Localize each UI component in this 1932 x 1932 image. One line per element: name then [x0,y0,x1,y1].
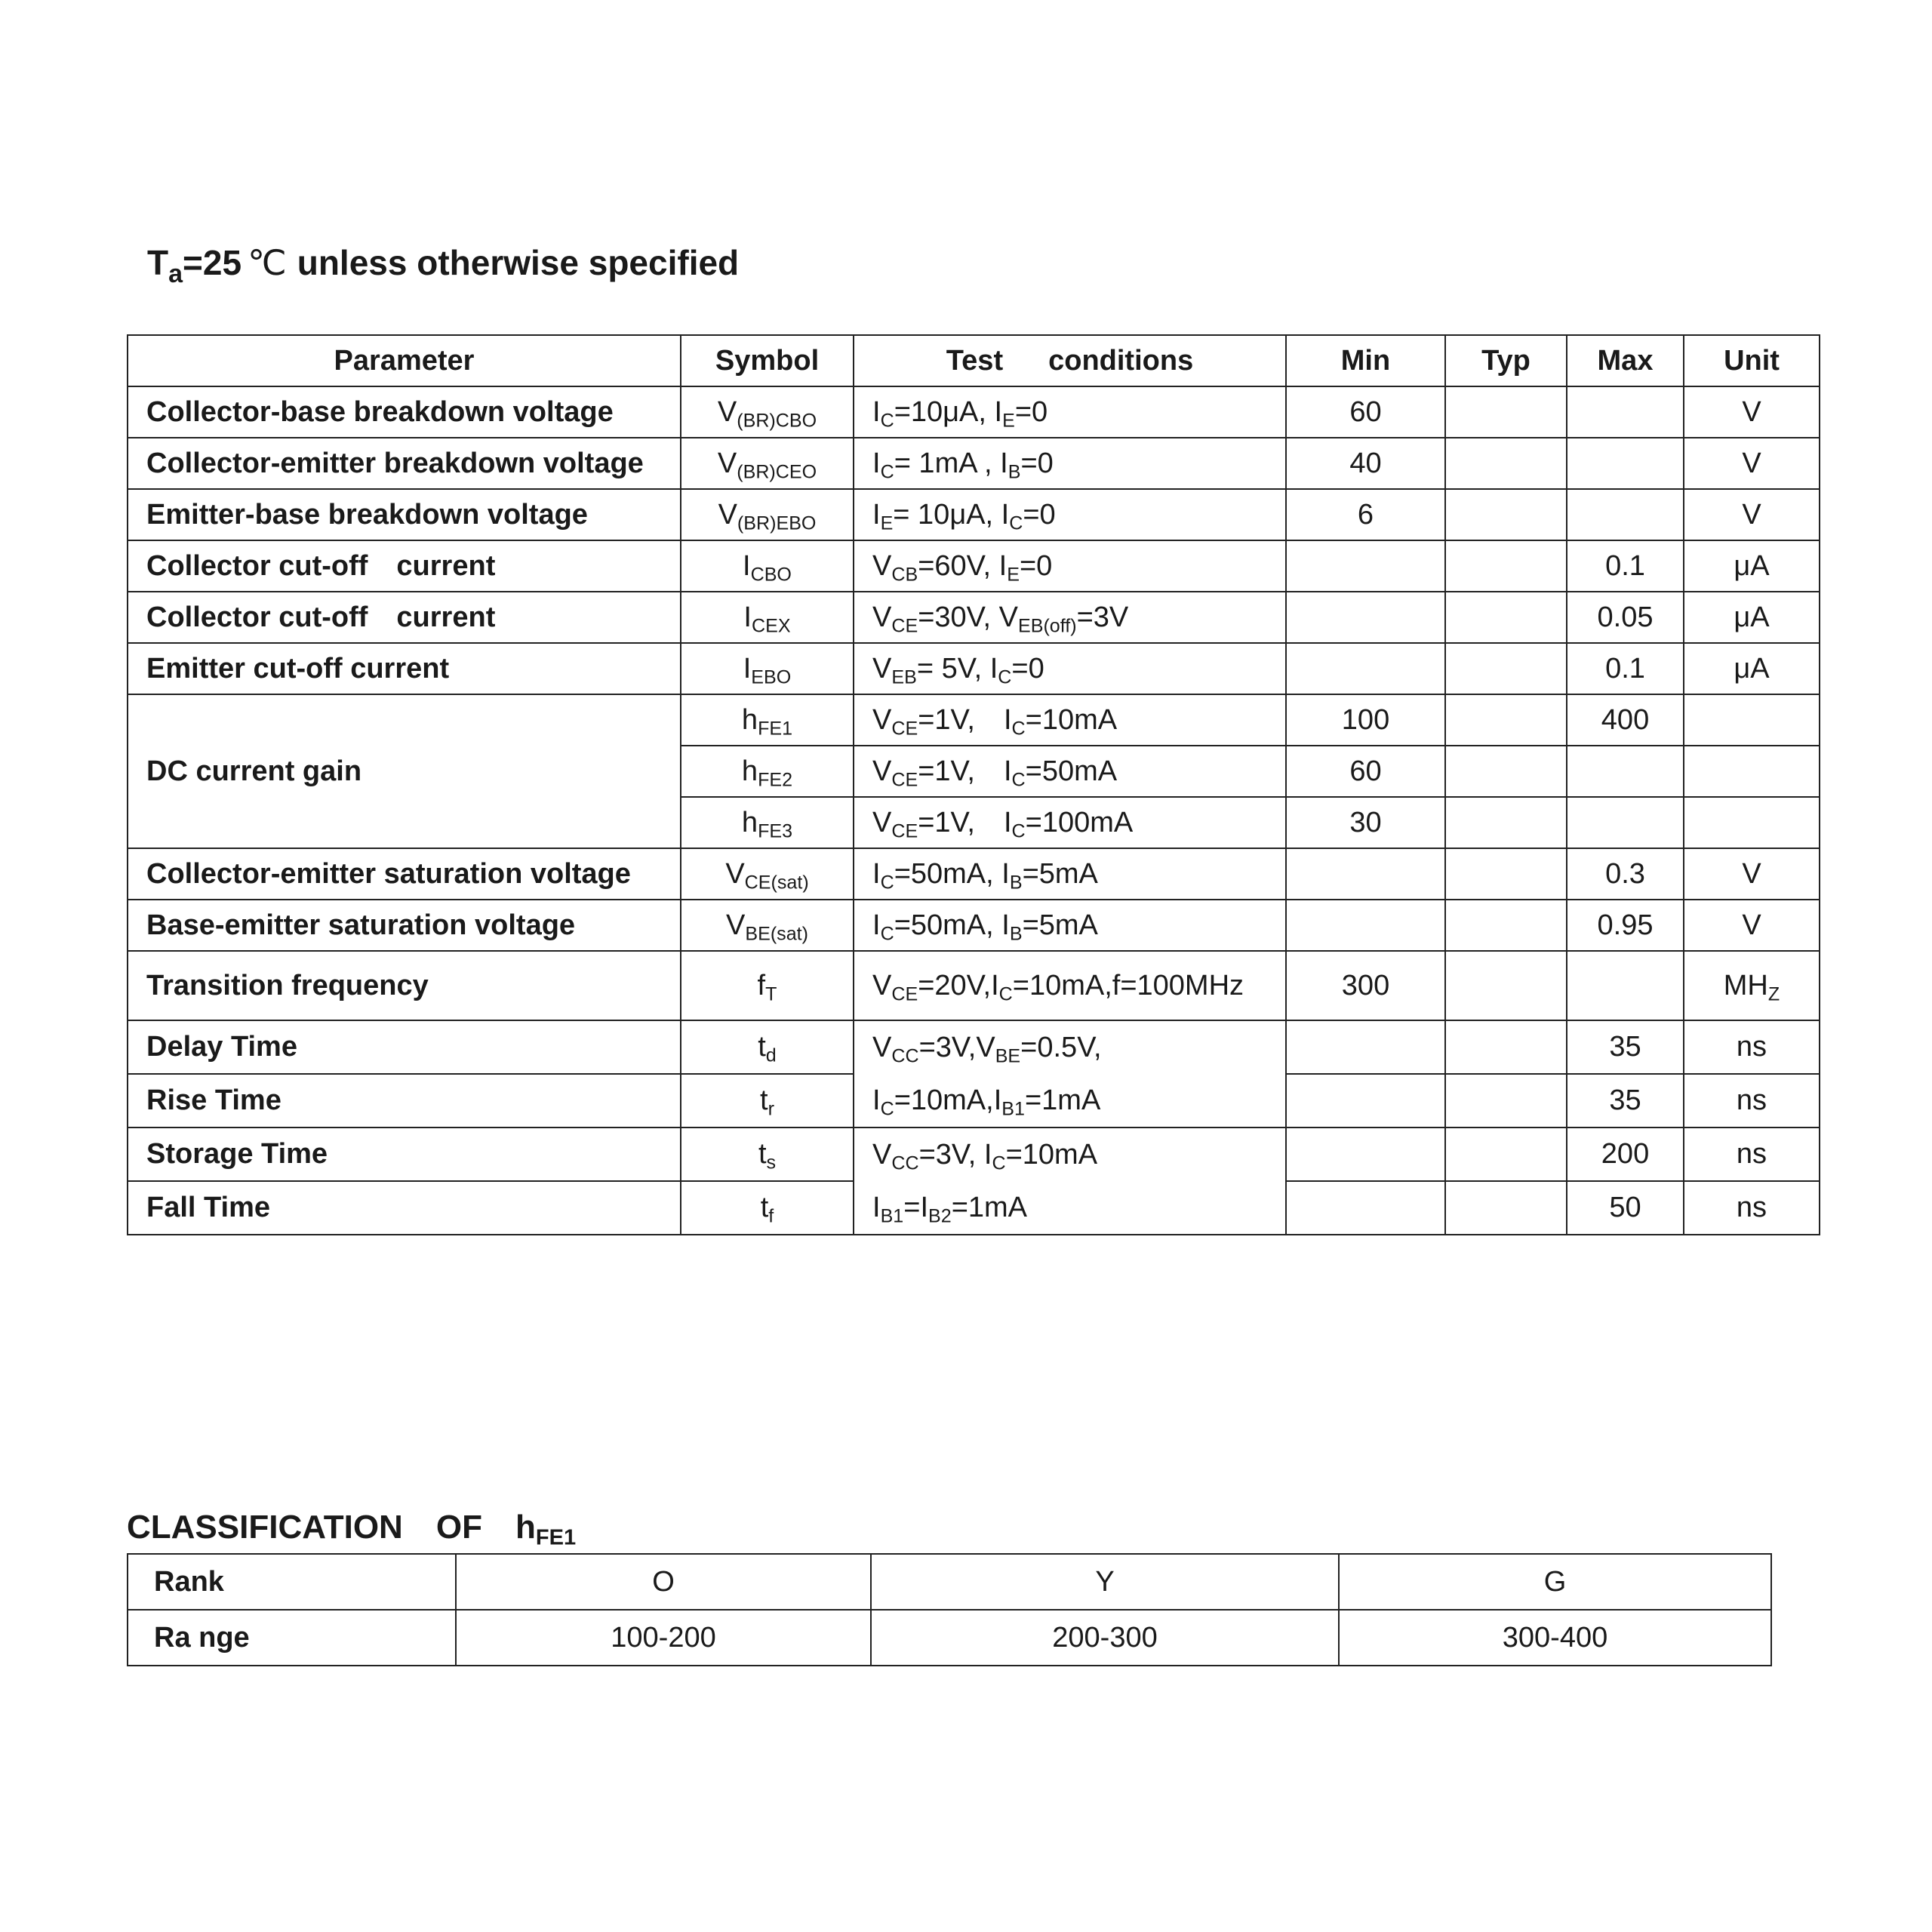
condition-main: I [1003,806,1012,838]
typ-cell [1445,643,1567,694]
typ-cell [1445,1074,1567,1128]
condition-line [872,1074,1285,1127]
parameter-cell: Collector cut-off current [128,592,681,643]
max-cell: 35 [1567,1020,1684,1074]
condition-text: =1mA [951,1192,1028,1223]
condition-subscript: B2 [928,1205,952,1227]
condition-text: =3V [1076,601,1129,633]
condition-text: =100mA [1025,806,1134,838]
unit-cell: V [1684,386,1820,438]
condition-text: =10mA [1025,703,1118,736]
max-cell: 35 [1567,1074,1684,1128]
min-cell [1286,1181,1445,1235]
condition-cell [854,540,1286,592]
table-header-row [128,335,1820,386]
symbol-subscript: (BR)CEO [737,461,817,483]
table-row [128,694,1820,746]
unit-cell: ns [1684,1181,1820,1235]
condition-subscript: CE [891,983,918,1005]
symbol-subscript: FE1 [758,718,793,740]
symbol-main: f [757,969,766,1001]
table-row [128,1128,1820,1181]
min-cell: 30 [1286,797,1445,848]
symbol-subscript: FE2 [758,769,793,791]
condition-main: I [983,1139,992,1171]
switching-condition-cell [854,1128,1286,1235]
symbol-cell [681,386,854,438]
condition-text: =10μA, [894,395,995,428]
unit-cell: V [1684,489,1820,540]
parameter-cell: Collector-base breakdown voltage [128,386,681,438]
min-cell [1286,848,1445,900]
symbol-main: V [717,395,737,428]
condition-text: =0 [1020,447,1054,479]
rank-cell: O [456,1554,871,1610]
max-cell [1567,797,1684,848]
min-cell [1286,643,1445,694]
classification-title [127,1509,577,1550]
condition-subscript: E [1007,564,1020,586]
condition-cell [854,438,1286,489]
symbol-main: I [743,652,752,685]
table-row [128,540,1820,592]
condition-main: V [872,1032,892,1063]
condition-main: I [1001,909,1010,941]
condition-main: I [872,909,881,941]
condition-text: =20V, [918,969,992,1001]
condition-main: V [872,755,892,787]
table-row [128,951,1820,1020]
symbol-subscript: T [765,983,777,1005]
condition-main: I [872,498,881,531]
min-cell [1286,1020,1445,1074]
condition-text: =1V, [918,703,1004,736]
unit-cell [1684,746,1820,797]
symbol-main: I [743,601,752,633]
min-cell: 40 [1286,438,1445,489]
parameter-cell: Fall Time [128,1181,681,1235]
title-temperature: =25 [183,243,242,282]
page-title [147,245,739,287]
condition-main: V [872,652,892,685]
table-row [128,386,1820,438]
condition-cell [854,797,1286,848]
switching-condition-cell [854,1020,1286,1128]
typ-cell [1445,438,1567,489]
max-cell: 0.95 [1567,900,1684,951]
condition-text: =0 [1011,652,1044,685]
condition-cell [854,386,1286,438]
condition-subscript: C [880,1098,894,1120]
unit-cell: V [1684,848,1820,900]
parameter-cell: Base-emitter saturation voltage [128,900,681,951]
condition-subscript: C [998,983,1013,1005]
condition-subscript: C [1011,718,1026,740]
classification-of: OF [435,1509,482,1546]
header-conditions-label: conditions [1048,344,1194,377]
typ-cell [1445,900,1567,951]
table-row [128,848,1820,900]
typ-cell [1445,694,1567,746]
symbol-main: h [741,806,758,838]
parameter-cell: Collector cut-off current [128,540,681,592]
header-typ: Typ [1445,335,1567,386]
range-cell: 300-400 [1339,1610,1771,1666]
table-row [128,489,1820,540]
condition-main: I [991,969,999,1001]
unit-cell: V [1684,438,1820,489]
condition-subscript: E [880,512,894,534]
condition-main: I [1003,703,1012,736]
condition-text: = 5V, [916,652,990,685]
condition-subscript: CC [891,1045,919,1067]
typ-cell [1445,1020,1567,1074]
unit-cell: V [1684,900,1820,951]
condition-subscript: BE [995,1045,1021,1067]
condition-text: =3V, [918,1139,984,1171]
symbol-subscript: Z [1767,983,1780,1005]
typ-cell [1445,386,1567,438]
max-cell: 0.1 [1567,643,1684,694]
unit-cell: μA [1684,540,1820,592]
max-cell [1567,746,1684,797]
symbol-main: V [725,857,745,890]
condition-cell [854,900,1286,951]
symbol-cell [681,438,854,489]
header-max: Max [1567,335,1684,386]
max-cell: 200 [1567,1128,1684,1181]
condition-text: = 1mA , [894,447,1001,479]
symbol-cell [681,848,854,900]
symbol-cell [681,1128,854,1181]
symbol-subscript: FE3 [758,820,793,842]
condition-subscript: C [880,410,894,432]
condition-subscript: CE [891,769,918,791]
condition-cell [854,848,1286,900]
condition-subscript: CE [891,718,918,740]
condition-cell [854,592,1286,643]
header-min: Min [1286,335,1445,386]
condition-main: I [872,395,881,428]
typ-cell [1445,489,1567,540]
condition-main: I [1003,755,1012,787]
condition-cell [854,746,1286,797]
max-cell [1567,438,1684,489]
condition-subscript: B [1009,923,1023,945]
header-unit: Unit [1684,335,1820,386]
table-row [128,592,1820,643]
title-t: T [147,243,169,282]
table-row [128,1020,1820,1074]
condition-subscript: C [1011,820,1026,842]
unit-cell [1684,694,1820,746]
condition-main: V [872,969,892,1001]
symbol-cell [681,1181,854,1235]
typ-cell [1445,746,1567,797]
min-cell [1286,1128,1445,1181]
parameter-cell: Collector-emitter saturation voltage [128,848,681,900]
condition-text: =5mA [1022,857,1098,890]
symbol-cell [681,797,854,848]
rank-cell: G [1339,1554,1771,1610]
max-cell [1567,386,1684,438]
condition-text: =0 [1014,395,1048,428]
typ-cell [1445,951,1567,1020]
condition-subscript: CE [891,820,918,842]
symbol-subscript: f [768,1205,774,1227]
condition-text: =50mA, [894,909,1002,941]
condition-subscript: CB [891,564,918,586]
header-test-label: Test [946,344,1004,377]
condition-main: I [989,652,998,685]
symbol-main: h [741,703,758,736]
condition-text: =10mA,f=100MHz [1012,969,1244,1001]
condition-subscript: B1 [1001,1098,1025,1120]
rank-label: Rank [128,1554,456,1610]
range-cell: 200-300 [871,1610,1339,1666]
typ-cell [1445,848,1567,900]
symbol-cell [681,900,854,951]
parameter-cell: Storage Time [128,1128,681,1181]
symbol-subscript: BE(sat) [745,923,808,945]
classification-word: CLASSIFICATION [127,1509,403,1546]
condition-text: =30V, [918,601,999,633]
symbol-cell [681,1020,854,1074]
condition-text: = [903,1192,921,1223]
classification-h-subscript: FE1 [535,1525,577,1550]
unit-cell [1684,797,1820,848]
degree-celsius-symbol: ℃ [248,243,287,282]
condition-main: V [872,1139,892,1171]
condition-subscript: C [880,872,894,894]
symbol-main: V [726,909,746,941]
symbol-subscript: (BR)EBO [737,512,817,534]
condition-text: =3V, [918,1032,977,1063]
condition-text: =0.5V, [1020,1032,1102,1063]
condition-cell [854,489,1286,540]
table-row [128,643,1820,694]
condition-cell [854,643,1286,694]
condition-main: V [872,601,892,633]
unit-cell: ns [1684,1074,1820,1128]
typ-cell [1445,592,1567,643]
title-t-subscript: a [168,260,183,288]
range-row [128,1610,1771,1666]
condition-subscript: E [1002,410,1015,432]
condition-subscript: B [1009,872,1023,894]
table-row [128,900,1820,951]
max-cell: 400 [1567,694,1684,746]
parameter-cell: Transition frequency [128,951,681,1020]
parameter-cell: Rise Time [128,1074,681,1128]
condition-subscript: C [880,461,894,483]
condition-text: =60V, [918,549,999,582]
symbol-main: V [718,498,737,531]
min-cell: 300 [1286,951,1445,1020]
symbol-cell [681,1074,854,1128]
condition-subscript: CE [891,615,918,637]
electrical-characteristics-table [127,334,1820,1235]
range-cell: 100-200 [456,1610,871,1666]
unit-cell: ns [1684,1128,1820,1181]
condition-text: =1mA [1024,1084,1101,1116]
symbol-subscript: CE(sat) [744,872,809,894]
symbol-main: I [743,549,751,582]
header-symbol: Symbol [681,335,854,386]
header-parameter: Parameter [128,335,681,386]
condition-main: I [1001,498,1010,531]
parameter-cell: Emitter cut-off current [128,643,681,694]
condition-main: V [872,549,892,582]
symbol-cell [681,643,854,694]
symbol-main: V [717,447,737,479]
condition-subscript: C [992,1152,1006,1174]
symbol-cell [681,489,854,540]
condition-subscript: B [1008,461,1021,483]
condition-subscript: C [1009,512,1023,534]
max-cell [1567,489,1684,540]
symbol-cell [681,592,854,643]
condition-main: I [993,1084,1002,1116]
condition-main: V [998,601,1018,633]
condition-text: =50mA, [894,857,1002,890]
unit-cell [1684,951,1820,1020]
condition-text: =1V, [918,755,1004,787]
max-cell: 0.3 [1567,848,1684,900]
symbol-subscript: s [766,1152,777,1174]
rank-row [128,1554,1771,1610]
condition-text: =10mA [1005,1139,1098,1171]
condition-subscript: C [1011,769,1026,791]
condition-line [872,1181,1285,1234]
condition-main: I [1001,857,1010,890]
condition-text: =0 [1023,498,1056,531]
condition-text: =50mA [1025,755,1118,787]
condition-cell [854,951,1286,1020]
condition-main: I [872,1192,881,1223]
condition-subscript: EB [891,666,917,688]
condition-text: = 10μA, [893,498,1001,531]
condition-text: =5mA [1022,909,1098,941]
condition-main: I [994,395,1003,428]
parameter-cell: DC current gain [128,694,681,848]
min-cell [1286,540,1445,592]
min-cell [1286,900,1445,951]
symbol-subscript: r [768,1098,774,1120]
max-cell: 0.1 [1567,540,1684,592]
unit-cell: μA [1684,643,1820,694]
symbol-subscript: d [765,1044,777,1066]
max-cell: 50 [1567,1181,1684,1235]
condition-subscript: B1 [880,1205,904,1227]
condition-text: =10mA, [894,1084,994,1116]
condition-cell [854,694,1286,746]
max-cell: 0.05 [1567,592,1684,643]
symbol-subscript: (BR)CBO [737,410,817,432]
condition-line [872,1128,1285,1181]
condition-main: V [976,1032,995,1063]
min-cell [1286,1074,1445,1128]
condition-subscript: EB(off) [1018,615,1077,637]
table-row [128,438,1820,489]
symbol-main: h [741,755,758,787]
condition-main: I [998,549,1008,582]
condition-main: I [872,447,881,479]
min-cell: 60 [1286,386,1445,438]
condition-line [872,1021,1285,1074]
rank-cell: Y [871,1554,1339,1610]
symbol-main: t [758,1031,766,1063]
condition-main: I [872,1084,881,1116]
symbol-cell [681,540,854,592]
range-label: Ra nge [128,1610,456,1666]
min-cell: 6 [1286,489,1445,540]
title-condition: unless otherwise specified [297,243,740,282]
typ-cell [1445,797,1567,848]
condition-main: V [872,703,892,736]
parameter-cell: Collector-emitter breakdown voltage [128,438,681,489]
symbol-cell [681,951,854,1020]
symbol-cell [681,746,854,797]
condition-main: I [872,857,881,890]
condition-subscript: C [998,666,1012,688]
condition-text: =0 [1019,549,1053,582]
typ-cell [1445,1128,1567,1181]
condition-main: V [872,806,892,838]
min-cell: 60 [1286,746,1445,797]
hfe-classification-table [127,1553,1772,1666]
parameter-cell: Delay Time [128,1020,681,1074]
max-cell [1567,951,1684,1020]
parameter-cell: Emitter-base breakdown voltage [128,489,681,540]
condition-text: =1V, [918,806,1004,838]
header-test-conditions [854,335,1286,386]
typ-cell [1445,1181,1567,1235]
symbol-subscript: CEX [751,615,791,637]
condition-main: I [920,1192,929,1223]
condition-main: I [1000,447,1008,479]
typ-cell [1445,540,1567,592]
min-cell [1286,592,1445,643]
symbol-subscript: CBO [750,564,792,586]
symbol-subscript: EBO [751,666,792,688]
symbol-cell [681,694,854,746]
min-cell: 100 [1286,694,1445,746]
symbol-main: t [760,1084,768,1116]
condition-subscript: CC [891,1152,919,1174]
condition-subscript: C [880,923,894,945]
symbol-main: t [760,1192,769,1223]
classification-h: h [515,1509,536,1546]
symbol-main: t [758,1138,767,1170]
unit-cell: ns [1684,1020,1820,1074]
unit-cell: μA [1684,592,1820,643]
symbol-main: MH [1723,969,1768,1001]
